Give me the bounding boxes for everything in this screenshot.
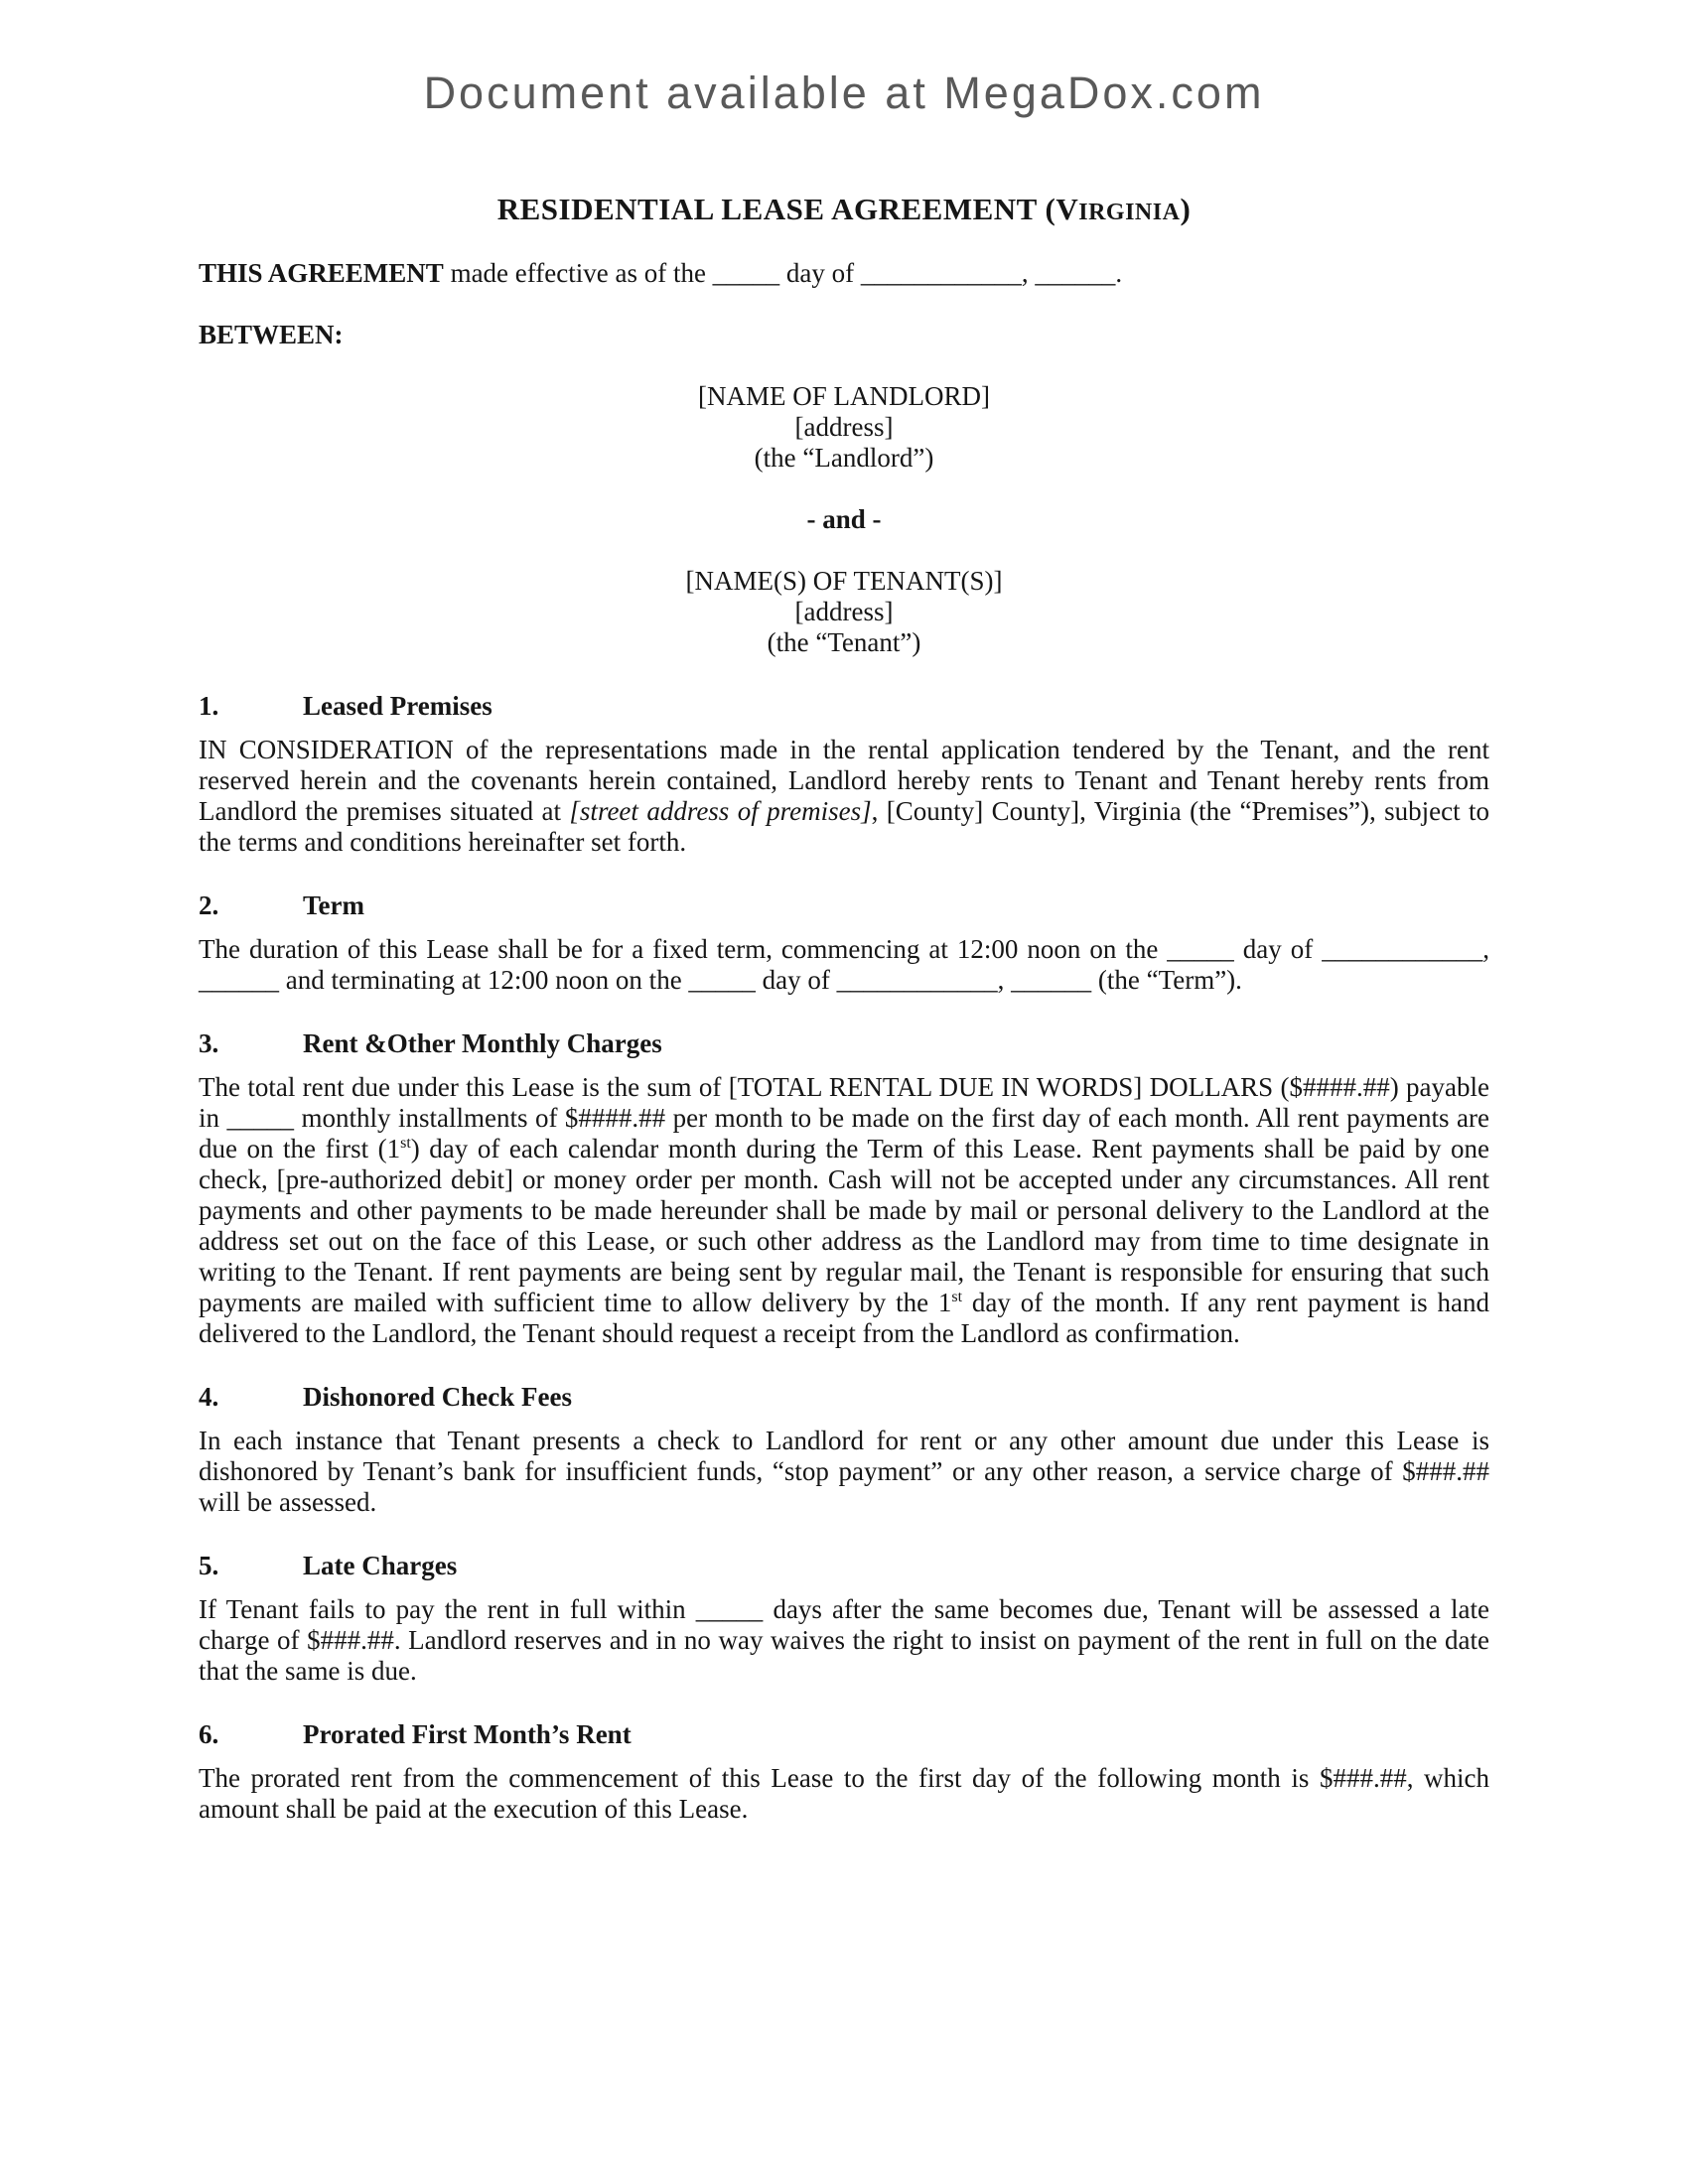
section-3-text-end: day of the month. If any rent payment is hand delivered to the Landlord, the Tenant should request a receipt from the Landlord as confirmation. bbox=[199, 1288, 1489, 1348]
section-4-title: Dishonored Check Fees bbox=[303, 1382, 573, 1412]
section-5-number: 5. bbox=[199, 1551, 219, 1580]
section-3-text-middle: ) day of each calendar month during the Term of this Lease. Rent payments shall be paid by one check, [pre-authorized debit] or money order per month. Cash will not be accepted under any circumstances. All rent payments and other payments to be made hereunder shall be made by mail or personal delivery to the Landlord at the address set out on the face of this Lease, or such other address as the Landlord may from time to time designate in writing to the Tenant. If rent payments are being sent by regular mail, the Tenant is responsible for ensuring that such payments are mailed with sufficient time to allow delivery by the 1 bbox=[199, 1134, 1490, 1317]
section-1-number: 1. bbox=[199, 691, 219, 721]
landlord-name: [NAME OF LANDLORD] bbox=[698, 381, 990, 411]
section-3-title: Rent &Other Monthly Charges bbox=[303, 1028, 662, 1058]
ordinal-superscript-second: st bbox=[951, 1289, 963, 1305]
section-3-number: 3. bbox=[199, 1028, 219, 1058]
section-1-text-start: IN CONSIDERATION of the representations made in the rental application tendered by the Tenant, and the rent reserved herein and the covenants herein contained, Landlord hereby rents to Tenant and Tenant hereby rents from Landlord the premises situated at bbox=[199, 735, 1489, 826]
section-4-heading bbox=[199, 1382, 1489, 1413]
section-4-body: In each instance that Tenant presents a check to Landlord for rent or any other amount due under this Lease is dishonored by Tenant’s bank for insufficient funds, “stop payment” or any other reason, a service charge of $###.## will be assessed. bbox=[199, 1426, 1489, 1517]
section-3-heading bbox=[199, 1028, 1489, 1059]
section-2-title: Term bbox=[303, 890, 364, 920]
between-label: BETWEEN: bbox=[199, 320, 344, 349]
section-5-body: If Tenant fails to pay the rent in full within _____ days after the same becomes due, Tenant will be assessed a late charge of $###.##. Landlord reserves and in no way waives the right to insist on payment of the rent in full on the date that the same is due. bbox=[199, 1594, 1489, 1686]
ordinal-superscript-first: st bbox=[400, 1135, 411, 1152]
document-title-main: RESIDENTIAL LEASE AGREEMENT (V bbox=[496, 192, 1079, 226]
landlord-designation: (the “Landlord”) bbox=[754, 443, 934, 473]
tenant-address: [address] bbox=[794, 597, 894, 626]
landlord-address: [address] bbox=[794, 412, 894, 442]
megadox-watermark: Document available at MegaDox.com bbox=[423, 68, 1265, 118]
intro-effective-date-text: made effective as of the _____ day of ____________, ______. bbox=[443, 258, 1123, 288]
section-2-heading bbox=[199, 890, 1489, 921]
section-1-title: Leased Premises bbox=[303, 691, 492, 721]
section-1-text-end: , [County] County], Virginia (the “Premises”), subject to the terms and conditions hereinafter set forth. bbox=[199, 796, 1489, 857]
section-6-heading bbox=[199, 1719, 1489, 1750]
street-address-placeholder: [street address of premises] bbox=[569, 796, 872, 826]
section-6-title: Prorated First Month’s Rent bbox=[303, 1719, 632, 1749]
document-title-smallcaps: IRGINIA bbox=[1078, 200, 1181, 225]
intro-paragraph bbox=[199, 258, 1489, 289]
document-title bbox=[199, 193, 1489, 229]
section-6-number: 6. bbox=[199, 1719, 219, 1749]
section-2-body: The duration of this Lease shall be for a fixed term, commencing at 12:00 noon on the _____ day of ____________, ______ and terminating at 12:00 noon on the _____ day of ____________, ______ (the “Term”). bbox=[199, 934, 1489, 995]
section-5-heading bbox=[199, 1551, 1489, 1581]
intro-agreement-label: THIS AGREEMENT bbox=[199, 258, 444, 288]
section-1-body bbox=[199, 735, 1489, 858]
section-6-body: The prorated rent from the commencement of this Lease to the first day of the following month is $###.##, which amount shall be paid at the execution of this Lease. bbox=[199, 1763, 1489, 1824]
tenant-designation: (the “Tenant”) bbox=[767, 627, 921, 657]
tenant-name: [NAME(S) OF TENANT(S)] bbox=[685, 566, 1003, 596]
and-separator: - and - bbox=[806, 504, 882, 534]
section-1-heading bbox=[199, 691, 1489, 722]
section-4-number: 4. bbox=[199, 1382, 219, 1412]
document-title-close: ) bbox=[1180, 192, 1192, 226]
section-3-body bbox=[199, 1072, 1489, 1349]
section-3-text-start: The total rent due under this Lease is the sum of [TOTAL RENTAL DUE IN WORDS] DOLLARS ($####.##) payable in _____ monthly installments of $####.## per month to be made on the first day of each month. All rent payments are due on the first (1 bbox=[199, 1072, 1489, 1163]
parties-block bbox=[199, 381, 1489, 658]
section-2-number: 2. bbox=[199, 890, 219, 920]
section-5-title: Late Charges bbox=[303, 1551, 458, 1580]
